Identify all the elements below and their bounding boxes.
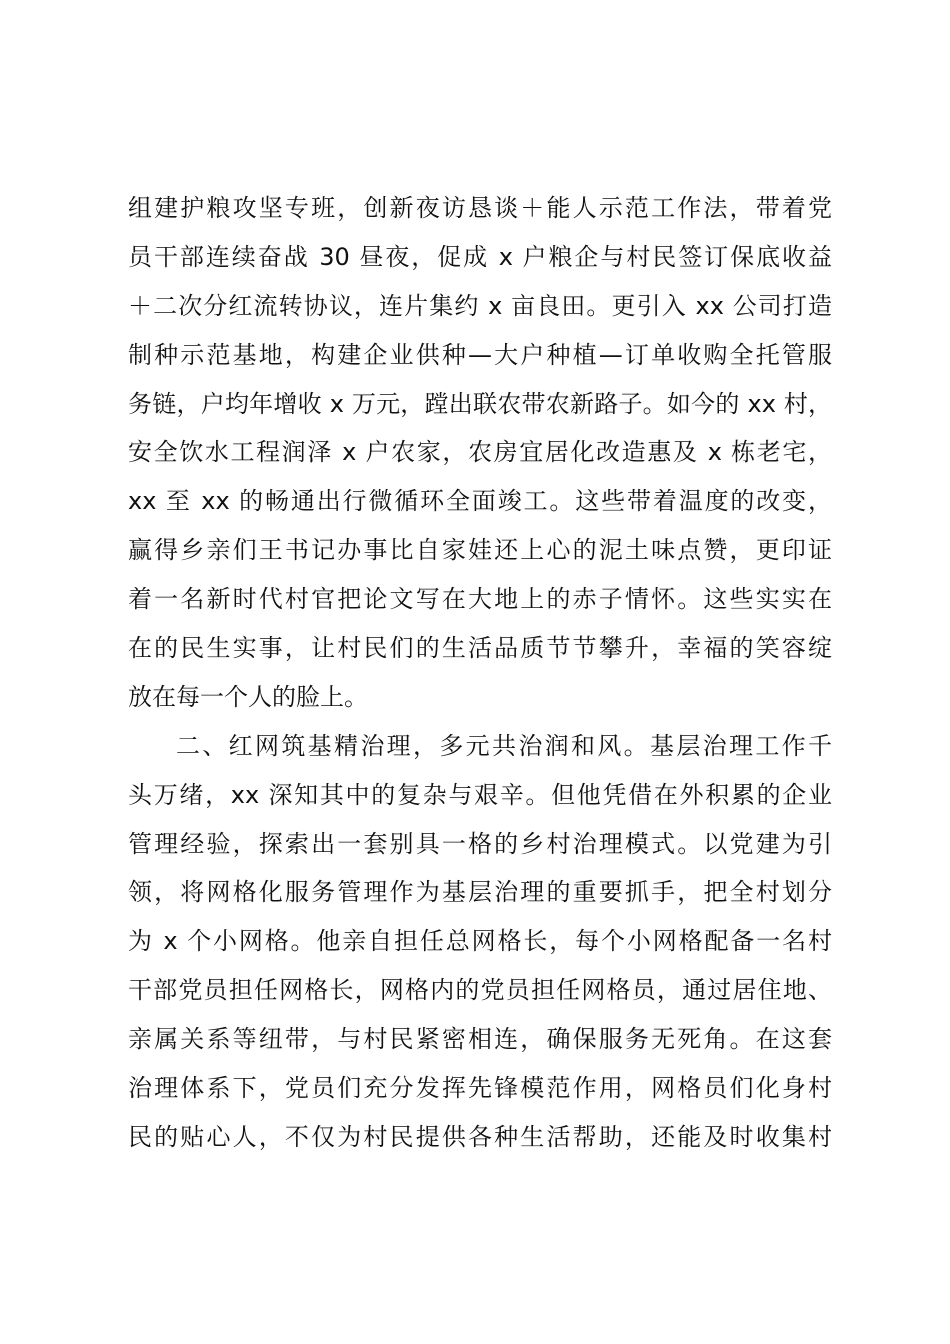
text-line <box>128 1162 832 1211</box>
text-line: 领，将网格化服务管理作为基层治理的重要抓手，把全村划分 <box>128 878 832 907</box>
section-heading-line: 二、红网筑基精治理，多元共治润和风。基层治理工作千 <box>176 731 832 760</box>
text-line: 员干部连续奋战 30 昼夜，促成 x 户粮企与村民签订保底收益 <box>128 242 832 271</box>
paragraph-1 <box>128 184 832 722</box>
text-line: 治理体系下，党员们充分发挥先锋模范作用，网格员们化身村 <box>128 1074 832 1103</box>
text-line: ＋二次分红流转协议，连片集约 x 亩良田。更引入 xx 公司打造 <box>128 291 832 320</box>
text-line: 放在每一个人的脸上。 <box>128 682 368 711</box>
text-line: 赢得乡亲们王书记办事比自家娃还上心的泥土味点赞，更印证 <box>128 536 832 565</box>
text-line: 制种示范基地，构建企业供种—大户种植—订单收购全托管服 <box>128 340 832 369</box>
text-line: 为 x 个小网格。他亲自担任总网格长，每个小网格配备一名村 <box>128 927 832 956</box>
text-line: 在的民生实事，让村民们的生活品质节节攀升，幸福的笑容绽 <box>128 634 832 663</box>
text-line: 着一名新时代村官把论文写在大地上的赤子情怀。这些实实在 <box>128 585 832 614</box>
text-line: 组建护粮攻坚专班，创新夜访恳谈＋能人示范工作法，带着党 <box>128 194 832 222</box>
text-line: 管理经验，探索出一套别具一格的乡村治理模式。以党建为引 <box>128 829 832 858</box>
text-line: 亲属关系等纽带，与村民紧密相连，确保服务无死角。在这套 <box>128 1025 832 1054</box>
text-line: xx 至 xx 的畅通出行微循环全面竣工。这些带着温度的改变， <box>128 487 832 516</box>
document-body <box>128 184 832 1211</box>
text-line: 安全饮水工程润泽 x 户农家，农房宜居化改造惠及 x 栋老宅， <box>128 438 832 467</box>
text-line: 务链，户均年增收 x 万元，蹚出联农带农新路子。如今的 xx 村， <box>128 389 832 418</box>
text-line: 干部党员担任网格长，网格内的党员担任网格员，通过居住地、 <box>128 976 832 1005</box>
paragraph-2 <box>128 722 832 1211</box>
text-line: 头万绪，xx 深知其中的复杂与艰辛。但他凭借在外积累的企业 <box>128 780 832 809</box>
text-line: 民的贴心人，不仅为村民提供各种生活帮助，还能及时收集村 <box>128 1122 832 1151</box>
